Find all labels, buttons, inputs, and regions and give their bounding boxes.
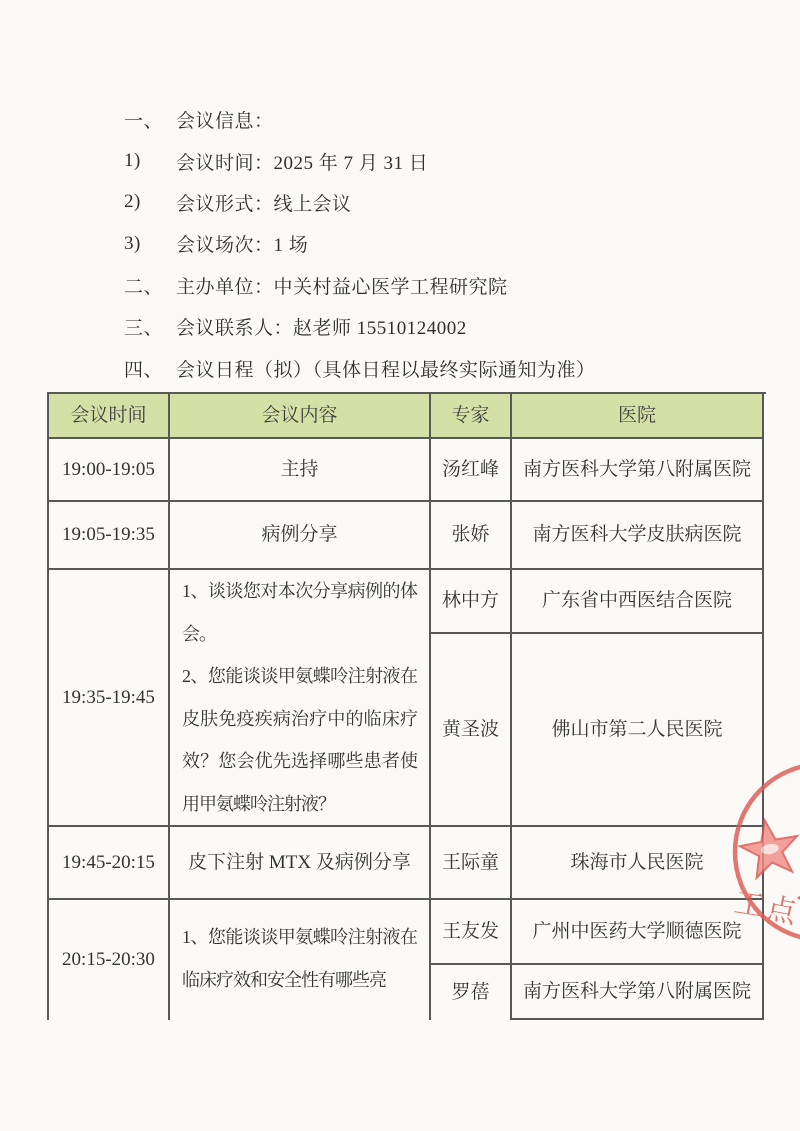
list-item-number: 二、 bbox=[124, 276, 164, 298]
content-cell: 皮下注射 MTX 及病例分享 bbox=[170, 827, 431, 900]
list-item-number: 3) bbox=[124, 232, 141, 254]
content-paragraph: 1、您能谈谈甲氨蝶呤注射液在临床疗效和安全性有哪些亮 bbox=[182, 927, 417, 990]
content-paragraph: 1、谈谈您对本次分享病例的体会。 bbox=[182, 581, 417, 644]
schedule-row bbox=[49, 570, 766, 827]
hospital-cell: 广东省中西医结合医院 bbox=[512, 570, 764, 634]
time-cell: 19:05-19:35 bbox=[49, 502, 170, 570]
expert-subrows bbox=[431, 570, 764, 827]
expert-cell: 王友发 bbox=[431, 900, 512, 965]
schedule-row bbox=[49, 502, 766, 570]
expert-subrow bbox=[431, 570, 764, 634]
hospital-cell: 南方医科大学第八附属医院 bbox=[512, 439, 764, 502]
hospital-cell: 珠海市人民医院 bbox=[512, 827, 764, 900]
time-cell: 20:15-20:30 bbox=[49, 900, 170, 1020]
content-cell bbox=[170, 900, 431, 1020]
header-cell-hospital: 医院 bbox=[512, 394, 764, 439]
list-item bbox=[124, 182, 596, 223]
hospital-cell: 佛山市第二人民医院 bbox=[512, 634, 764, 827]
list-item bbox=[124, 306, 596, 347]
hospital-cell: 广州中医药大学顺德医院 bbox=[512, 900, 764, 965]
list-item bbox=[124, 265, 596, 306]
list-item bbox=[124, 99, 596, 140]
list-item-number: 三、 bbox=[124, 318, 164, 340]
expert-subrow bbox=[431, 900, 764, 965]
expert-subrow bbox=[431, 965, 764, 1020]
header-cell-expert: 专家 bbox=[431, 394, 512, 439]
time-cell: 19:45-20:15 bbox=[49, 827, 170, 900]
hospital-cell: 南方医科大学第八附属医院 bbox=[512, 965, 764, 1020]
header-cell-time: 会议时间 bbox=[49, 394, 170, 439]
list-item bbox=[124, 223, 596, 264]
list-item-text: 会议场次：1 场 bbox=[176, 235, 309, 257]
stamp-char: 工 bbox=[731, 886, 767, 924]
table-header-row bbox=[49, 394, 766, 439]
expert-cell: 张娇 bbox=[431, 502, 512, 570]
expert-subrow bbox=[431, 634, 764, 827]
stamp-char: 点 bbox=[763, 891, 799, 931]
expert-cell: 林中方 bbox=[431, 570, 512, 634]
list-item-text: 会议时间：2025 年 7 月 31 日 bbox=[176, 152, 429, 174]
content-cell: 主持 bbox=[170, 439, 431, 502]
list-item-number: 1) bbox=[124, 150, 141, 172]
content-cell: 病例分享 bbox=[170, 502, 431, 570]
meeting-info-list bbox=[124, 99, 596, 389]
list-item bbox=[124, 140, 596, 181]
schedule-row bbox=[49, 439, 766, 502]
list-item-number: 四、 bbox=[124, 359, 164, 381]
list-item bbox=[124, 347, 596, 388]
content-cell bbox=[170, 570, 431, 827]
header-cell-content: 会议内容 bbox=[170, 394, 431, 439]
schedule-row bbox=[49, 900, 766, 1020]
expert-cell: 汤红峰 bbox=[431, 439, 512, 502]
schedule-row bbox=[49, 827, 766, 900]
time-cell: 19:00-19:05 bbox=[49, 439, 170, 502]
expert-cell: 黄圣波 bbox=[431, 634, 512, 827]
expert-subrows bbox=[431, 900, 764, 1020]
expert-cell: 王际童 bbox=[431, 827, 512, 900]
list-item-text: 会议联系人：赵老师 15510124002 bbox=[176, 318, 467, 340]
hospital-cell: 南方医科大学皮肤病医院 bbox=[512, 502, 764, 570]
list-item-text: 会议信息： bbox=[176, 111, 274, 133]
list-item-text: 会议日程（拟）（具体日程以最终实际通知为准） bbox=[176, 359, 596, 381]
time-cell: 19:35-19:45 bbox=[49, 570, 170, 827]
list-item-text: 会议形式：线上会议 bbox=[176, 193, 352, 215]
list-item-text: 主办单位：中关村益心医学工程研究院 bbox=[176, 276, 508, 298]
content-paragraph: 2、您能谈谈甲氨蝶呤注射液在皮肤免疫疾病治疗中的临床疗效？您会优先选择哪些患者使用甲氨蝶呤注射液？ bbox=[182, 666, 417, 814]
list-item-number: 一、 bbox=[124, 111, 164, 133]
expert-cell: 罗蓓 bbox=[431, 965, 512, 1020]
list-item-number: 2) bbox=[124, 191, 141, 213]
schedule-table bbox=[47, 392, 766, 1020]
